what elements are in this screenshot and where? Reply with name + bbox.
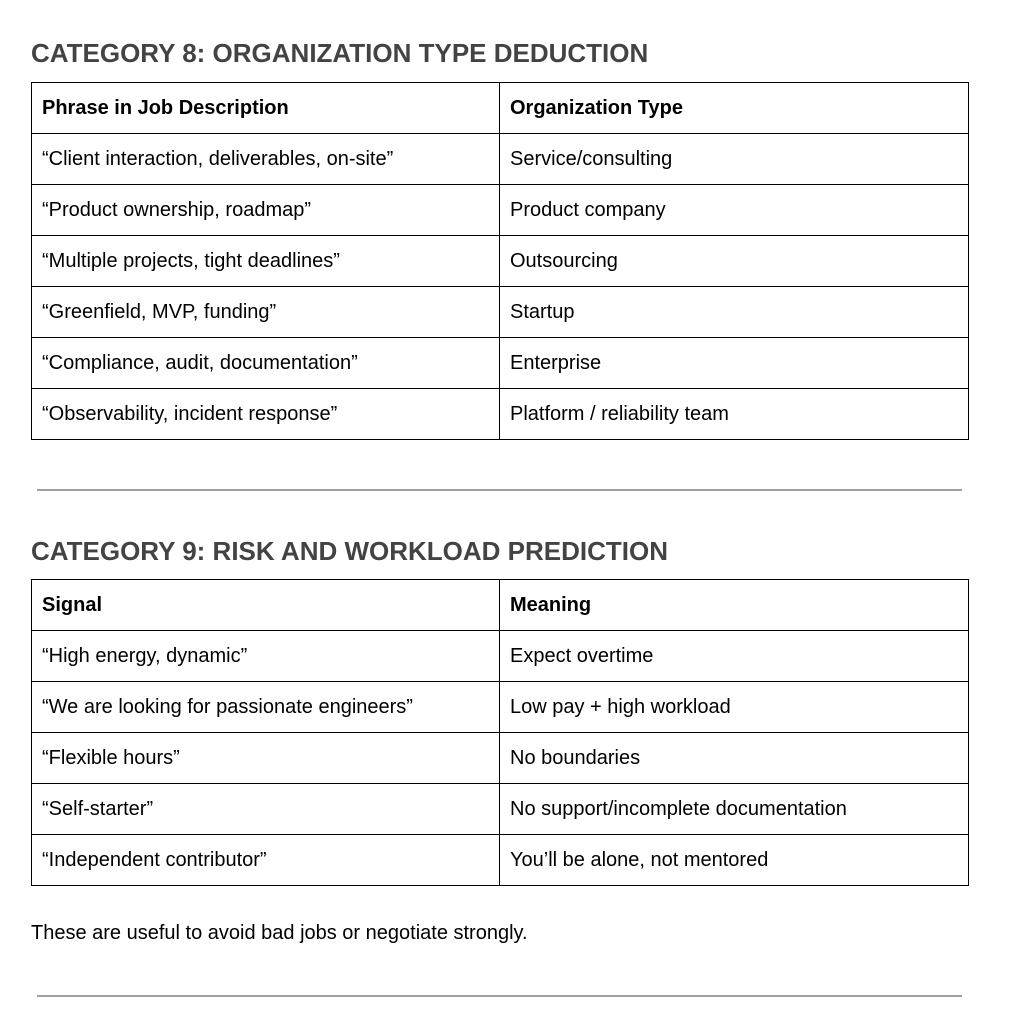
table-cell: Service/consulting xyxy=(500,134,969,185)
table-cell: No boundaries xyxy=(500,733,969,784)
table-cell: Low pay + high workload xyxy=(500,682,969,733)
table-cell: “Multiple projects, tight deadlines” xyxy=(32,236,500,287)
section-8-title: CATEGORY 8: ORGANIZATION TYPE DEDUCTION xyxy=(31,38,649,68)
table-cell: “Independent contributor” xyxy=(32,835,500,886)
table-header-row xyxy=(32,83,969,134)
table-row xyxy=(32,682,969,733)
table-row xyxy=(32,631,969,682)
table-row xyxy=(32,287,969,338)
table-row xyxy=(32,835,969,886)
table-cell: “Flexible hours” xyxy=(32,733,500,784)
table-row xyxy=(32,733,969,784)
column-header: Phrase in Job Description xyxy=(32,83,500,134)
divider xyxy=(37,489,962,491)
table-cell: “Product ownership, roadmap” xyxy=(32,185,500,236)
table-row xyxy=(32,389,969,440)
column-header: Meaning xyxy=(500,580,969,631)
table-cell: You’ll be alone, not mentored xyxy=(500,835,969,886)
divider xyxy=(37,995,962,997)
table-cell: “Self-starter” xyxy=(32,784,500,835)
table-cell: No support/incomplete documentation xyxy=(500,784,969,835)
table-row xyxy=(32,338,969,389)
table-row xyxy=(32,134,969,185)
table-cell: Enterprise xyxy=(500,338,969,389)
risk-table xyxy=(31,579,969,886)
table-cell: “Client interaction, deliverables, on-site” xyxy=(32,134,500,185)
table-row xyxy=(32,236,969,287)
table-cell: Product company xyxy=(500,185,969,236)
table-cell: “Compliance, audit, documentation” xyxy=(32,338,500,389)
table-cell: Startup xyxy=(500,287,969,338)
table-cell: “High energy, dynamic” xyxy=(32,631,500,682)
table-row xyxy=(32,185,969,236)
table-row xyxy=(32,784,969,835)
column-header: Signal xyxy=(32,580,500,631)
table-cell: Expect overtime xyxy=(500,631,969,682)
table-cell: Outsourcing xyxy=(500,236,969,287)
column-header: Organization Type xyxy=(500,83,969,134)
table-cell: Platform / reliability team xyxy=(500,389,969,440)
org-type-table xyxy=(31,82,969,440)
table-cell: “We are looking for passionate engineers” xyxy=(32,682,500,733)
table-header-row xyxy=(32,580,969,631)
table-cell: “Observability, incident response” xyxy=(32,389,500,440)
section-9-title: CATEGORY 9: RISK AND WORKLOAD PREDICTION xyxy=(31,536,669,566)
note-text: These are useful to avoid bad jobs or negotiate strongly. xyxy=(31,922,528,944)
table-cell: “Greenfield, MVP, funding” xyxy=(32,287,500,338)
